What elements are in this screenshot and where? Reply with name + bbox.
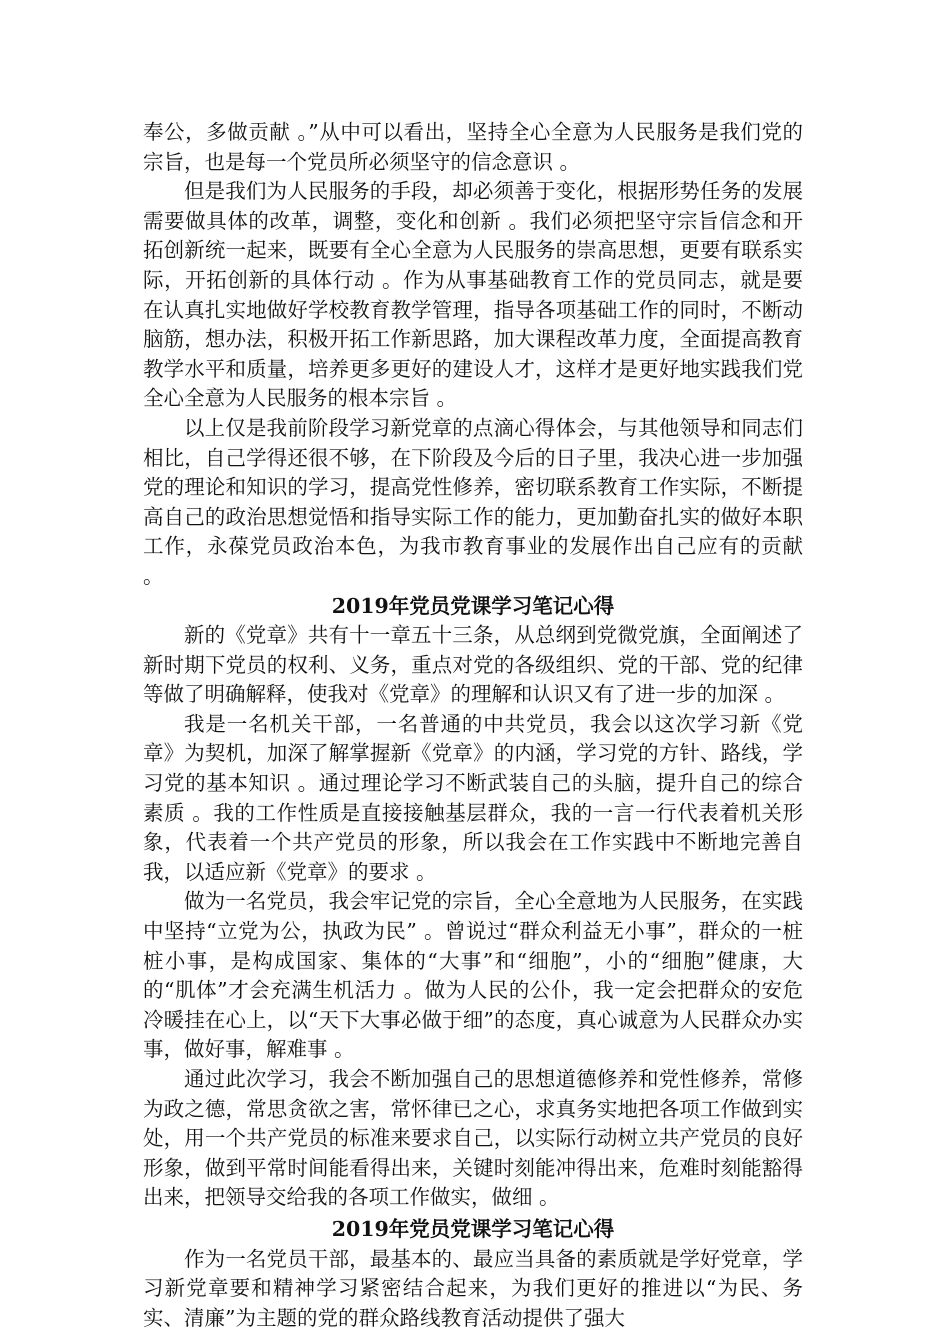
paragraph: 我是一名机关干部，一名普通的中共党员，我会以这次学习新《党章》为契机，加深了解掌握新《党章》的内涵，学习党的方针、路线，学习党的基本知识 。通过理论学习不断武装自己的头脑，提升自己的综合素质 。我的工作性质是直接接触基层群众，我的一言一行代表着机关形象，代表着一个共产党员的形象，所以我会在工作实践中不断地完善自我，以适应新《党章》的要求 。 [143, 711, 803, 884]
section-title: 2019年党员党课学习笔记心得 [331, 593, 615, 618]
paragraph: 新的《党章》共有十一章五十三条，从总纲到党微党旗，全面阐述了新时期下党员的权利、义务，重点对党的各级组织、党的干部、党的纪律等做了明确解释，使我对《党章》的理解和认识又有了进一步的加深 。 [143, 623, 803, 707]
paragraph: 作为一名党员干部，最基本的、最应当具备的素质就是学好党章，学习新党章要和精神学习紧密结合起来，为我们更好的推进以“为民、务实、清廉”为主题的党的群众路线教育活动提供了强大 [143, 1246, 803, 1330]
paragraph: 以上仅是我前阶段学习新党章的点滴心得体会，与其他领导和同志们相比，自己学得还很不够，在下阶段及今后的日子里，我决心进一步加强党的理论和知识的学习，提高党性修养，密切联系教育工作实际，不断提高自己的政治思想觉悟和指导实际工作的能力，更加勤奋扎实的做好本职工作，永葆党员政治本色，为我市教育事业的发展作出自己应有的贡献 。 [143, 415, 803, 588]
paragraph: 但是我们为人民服务的手段，却必须善于变化，根据形势任务的发展需要做具体的改革，调整，变化和创新 。我们必须把坚守宗旨信念和开拓创新统一起来，既要有全心全意为人民服务的崇高思想，更要有联系实际，开拓创新的具体行动 。作为从事基础教育工作的党员同志，就是要在认真扎实地做好学校教育教学管理，指导各项基础工作的同时，不断动脑筋，想办法，积极开拓工作新思路，加大课程改革力度，全面提高教育教学水平和质量，培养更多更好的建设人才，这样才是更好地实践我们党全心全意为人民服务的根本宗旨 。 [143, 179, 803, 411]
paragraph: 做为一名党员，我会牢记党的宗旨，全心全意地为人民服务，在实践中坚持“立党为公，执政为民” 。曾说过“群众利益无小事”，群众的一桩桩小事，是构成国家、集体的“大事”和“细胞”，小的“细胞”健康，大的“肌体”才会充满生机活力 。做为人民的公仆，我一定会把群众的安危冷暖挂在心上，以“天下大事必做于细”的态度，真心诚意为人民群众办实事，做好事，解难事 。 [143, 889, 803, 1062]
paragraph: 通过此次学习，我会不断加强自己的思想道德修养和党性修养，常修为政之德，常思贪欲之害，常怀律已之心，求真务实地把各项工作做到实处，用一个共产党员的标准来要求自己，以实际行动树立共产党员的良好形象，做到平常时间能看得出来，关键时刻能冲得出来，危难时刻能豁得出来，把领导交给我的各项工作做实，做细 。 [143, 1067, 803, 1210]
paragraph: 奉公，多做贡献 。”从中可以看出，坚持全心全意为人民服务是我们党的宗旨，也是每一个党员所必须坚守的信念意识 。 [143, 120, 803, 174]
document-page [143, 118, 803, 1333]
section-title: 2019年党员党课学习笔记心得 [331, 1216, 615, 1241]
